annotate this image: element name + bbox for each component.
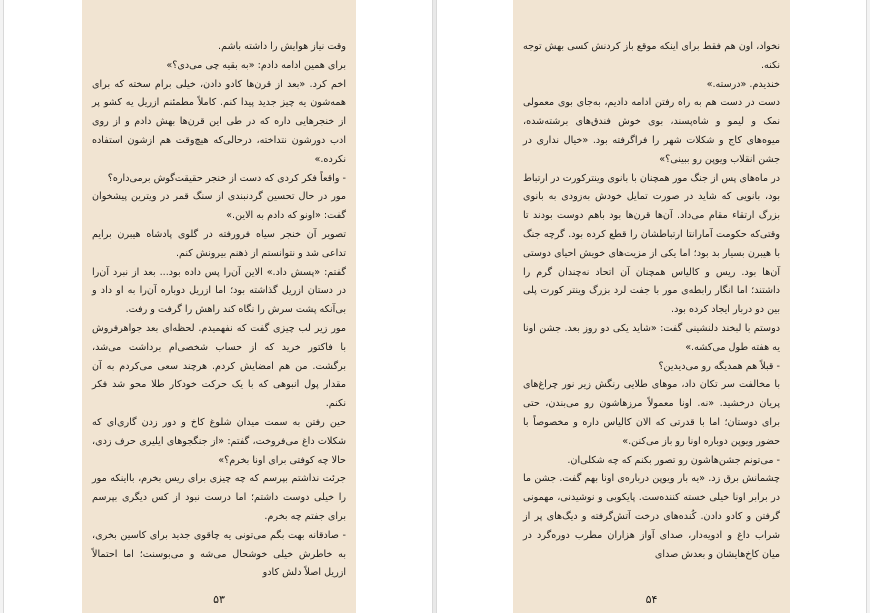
left-sheet: [4, 0, 432, 613]
paragraph: چشمانش برق زد. «یه بار ویوپن درباره‌ی اونا بهم گفت. جشن ما در برابر اونا خیلی خسته کننده‌ست. پایکوبی و نوشیدنی، مهمونی گرفتن و کادو دادن. کُنده‌های درخت آتش‌گرفته و دیگ‌های پر از شراب داغ و ادویه‌دار، صدای آواز هزاران مطرب دوره‌گرد در میان کاخ‌هایشان و بعدش صدای: [523, 473, 780, 560]
paragraph: دوستم با لبخند دلنشینی گفت: «شاید یکی دو روز بعد. جشن اونا یه هفته طول می‌کشه.»: [523, 322, 780, 353]
paragraph: جرئت نداشتم بپرسم که چه چیزی برای ریس بخرم، بااینکه مور را خیلی دوست داشتم؛ اما درست نبود از کس دیگری بپرسم برای جفتم چه بخرم.: [92, 473, 346, 522]
paragraph: نخواد، اون هم فقط برای اینکه موقع باز کردنش کسی بهش توجه نکنه.: [523, 41, 780, 71]
paragraph: مور در حال تحسین گردنبندی از سنگ قمر در ویترین پیشخوان گفت: «اونو که دادم به الاین.»: [92, 191, 346, 222]
page-number: ۵۳: [213, 593, 225, 606]
paragraph: - می‌تونم جشن‌هاشون رو تصور بکنم که چه شکلی‌ان.: [567, 454, 780, 466]
page-53-text: [92, 38, 346, 583]
paragraph: برای همین ادامه دادم: «به بقیه چی می‌دی؟»: [166, 59, 346, 71]
paragraph: تصویر آن خنجر سیاه فرورفته در گلوی پادشاه هیبرن برایم تداعی شد و نتوانستم از ذهنم بیرونش کنم.: [92, 228, 346, 259]
paragraph: - قبلاً هم همدیگه رو می‌دیدین؟: [658, 360, 780, 372]
paragraph: مور زیر لب چیزی گفت که نفهمیدم. لحظه‌ای بعد جواهرفروش با فاکتور خرید که از حساب شخصی‌ام برداشت می‌شد، برگشت. من هم امضایش کردم. هرچند سعی می‌کردم به آن مقدار پول انبوهی که با یک حرکت خودکار طلا محو شد فکر نکنم.: [92, 322, 346, 410]
paragraph: در ماه‌های پس از جنگ مور همچنان با بانوی وینترکورت در ارتباط بود، بانویی که شاید در صورت تمایل خودش به‌زودی به بانوی بزرگ ارتقاء مقام می‌داد. آن‌ها قرن‌ها بود باهم دوست بودند تا وقتی‌که حکومت آمارانتا ارتباطشان را قطع کرده بود. گرچه جنگ با هیبرن بسیار بد بود؛ اما یکی از مزیت‌های خویش احیای دوستی آن‌ها بود. ریس و کالیاس همچنان آن اتحاد نه‌چندان گرم را داشتند؛ اما انگار رابطه‌ی مور با جفت لرد بزرگ وینتر کورت پلی بین دو دربار ایجاد کرده بود.: [523, 172, 780, 316]
paragraph: وقت نیاز هوایش را داشته باشم.: [218, 41, 346, 52]
page-number: ۵۴: [645, 593, 658, 606]
paragraph: با مخالفت سر تکان داد، موهای طلایی رنگش زیر نور چراغ‌های پریان درخشید. «نه. اونا معمولاً مرزهاشون رو می‌بندن، حتی برای دوستان؛ اما با قدرتی که الان کالیاس داره و مخصوصاً با حضور ویوپن دوباره اونا رو باز می‌کنن.»: [523, 379, 780, 447]
paragraph: دست در دست هم به راه رفتن ادامه دادیم، به‌جای بوی معمولی نمک و لیمو و شاه‌پسند، بوی خوش فندق‌های برشته‌شده، میوه‌های کاج و شکلات شهر را فراگرفته بود. «خیال نداری در جشن انقلاب ویوپن رو ببینی؟»: [523, 97, 780, 165]
paragraph: - صادقانه بهت بگم می‌تونی یه چاقوی جدید برای کاسین بخری، به خاطرش خیلی خوشحال می‌شه و می‌بوسنت؛ اما احتمالاً ازریل اصلاً دلش کادو: [92, 529, 346, 579]
page-54-text: [523, 38, 780, 564]
page-54: [513, 0, 790, 613]
paragraph: اخم کرد. «بعد از قرن‌ها کادو دادن، خیلی برام سخته که برای همه‌شون یه چیز جدید پیدا کنم. کاملاً مطمئنم ازریل یه کشو پر از خنجرهایی داره که در طی این قرن‌ها بهش دادم و از روی ادب دورشون نتداخته، درحالی‌که هیچ‌وقت هم ازشون استفاده نکرده.»: [92, 78, 346, 165]
paragraph: خندیدم. «درسته.»: [706, 78, 780, 90]
right-sheet: [437, 0, 866, 613]
page-53: [82, 0, 356, 613]
paragraph: گفتم: «پسش داد.» الاین آن‌را پس داده بود... بعد از نبرد آن‌را در دستان ازریل گذاشته بود؛ اما ازریل دوباره آن‌را به او داد و بی‌آنکه پشت سرش را نگاه کند راهش را گرفت و رفت.: [92, 266, 346, 316]
paragraph: حین رفتن به سمت میدان شلوغ کاخ و دور زدن گاری‌ای که شکلات داغ می‌فروخت، گفتم: «از جنگجوهای ایلیری حرف زدی، حالا چه کوفتی برای اونا بخرم؟»: [92, 416, 346, 466]
paragraph: - واقعاً فکر کردی که دست از خنجر حقیقت‌گوش برمی‌داره؟: [107, 172, 346, 184]
